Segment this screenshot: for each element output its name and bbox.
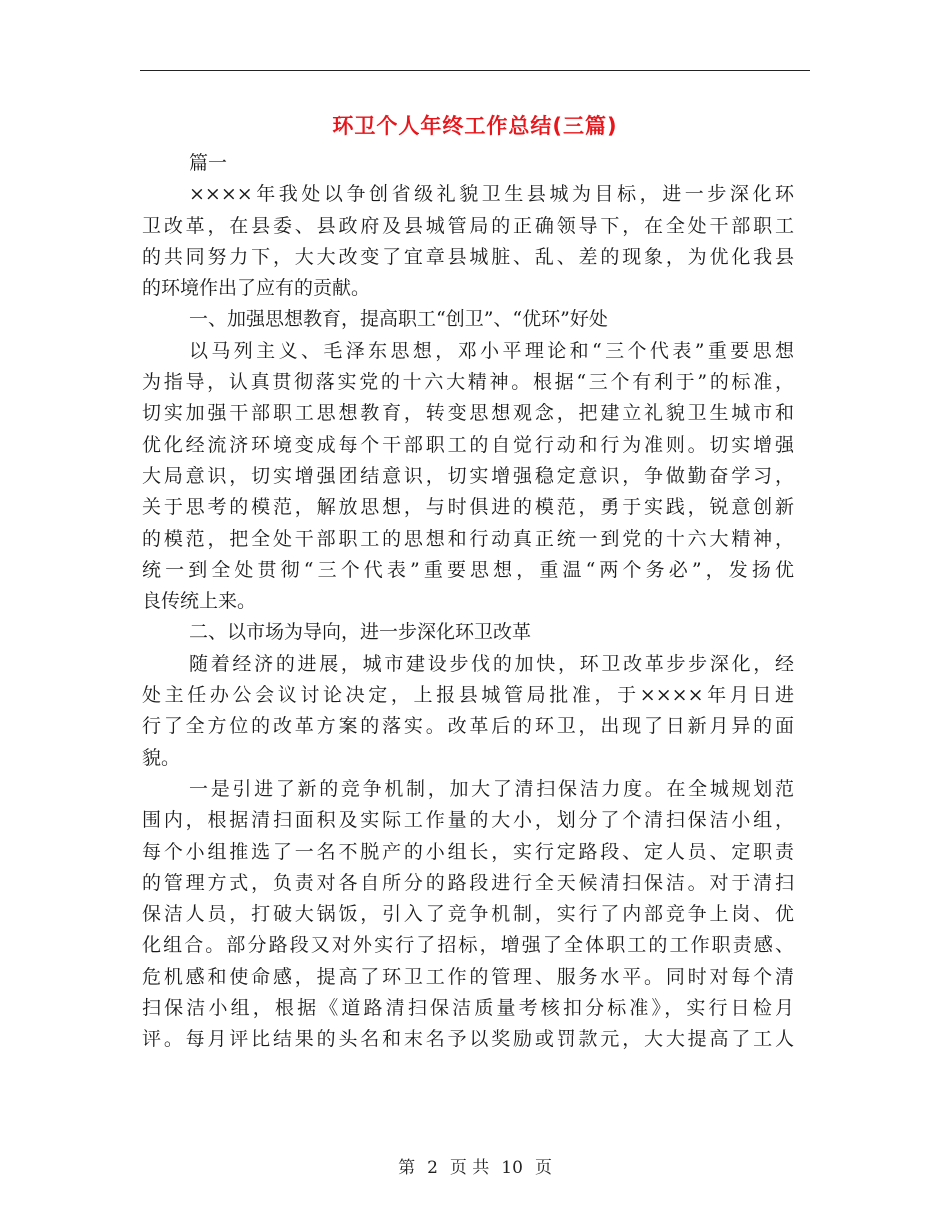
text-line: 切实加强干部职工思想教育，转变思想观念，把建立礼貌卫生城市和 — [142, 402, 794, 425]
text-line: 处主任办公会议讨论决定，上报县城管局批准，于××××年月日进 — [142, 684, 794, 707]
text-line: ××××年我处以争创省级礼貌卫生县城为目标，进一步深化环 — [189, 183, 794, 206]
text-line: 化组合。部分路段又对外实行了招标，增强了全体职工的工作职责感、 — [142, 934, 794, 957]
text-line: 篇一 — [189, 152, 228, 174]
text-line: 的管理方式，负责对各自所分的路段进行全天候清扫保洁。对于清扫 — [142, 871, 794, 894]
footer-middle: 页 共 — [449, 1158, 490, 1178]
text-line: 危机感和使命感，提高了环卫工作的管理、服务水平。同时对每个清 — [142, 965, 794, 988]
text-line: 围内，根据清扫面积及实际工作量的大小，划分了个清扫保洁小组， — [142, 809, 794, 832]
text-line: 的模范，把全处干部职工的思想和行动真正统一到党的十六大精神， — [142, 527, 794, 550]
document-body — [142, 148, 794, 1056]
text-line: 的环境作出了应有的贡献。 — [142, 277, 371, 300]
text-line: 一是引进了新的竞争机制，加大了清扫保洁力度。在全城规划范 — [189, 777, 794, 800]
text-line: 的共同努力下，大大改变了宜章县城脏、乱、差的现象，为优化我县 — [142, 245, 794, 268]
footer-prefix: 第 — [398, 1158, 416, 1178]
text-line: 扫保洁小组，根据《道路清扫保洁质量考核扣分标准》，实行日检月 — [142, 997, 794, 1020]
text-line: 随着经济的进展，城市建设步伐的加快，环卫改革步步深化，经 — [189, 652, 794, 675]
text-line: 二、以市场为导向，进一步深化环卫改革 — [189, 621, 532, 644]
footer-current-page: 2 — [427, 1158, 438, 1178]
text-line: 保洁人员，打破大锅饭，引入了竞争机制，实行了内部竞争上岗、优 — [142, 903, 794, 926]
footer-total-pages: 10 — [501, 1158, 523, 1178]
text-line: 每个小组推选了一名不脱产的小组长，实行定路段、定人员、定职责 — [142, 840, 794, 863]
text-line: 评。每月评比结果的头名和末名予以奖励或罚款元，大大提高了工人 — [142, 1028, 794, 1051]
document-title: 环卫个人年终工作总结(三篇) — [332, 114, 618, 138]
text-line: 统一到全处贯彻“三个代表”重要思想，重温“两个务必”，发扬优 — [142, 558, 794, 581]
text-line: 良传统上来。 — [142, 590, 257, 613]
page-footer — [0, 1153, 950, 1178]
text-line: 行了全方位的改革方案的落实。改革后的环卫，出现了日新月异的面 — [142, 715, 794, 738]
text-line: 以马列主义、毛泽东思想，邓小平理论和“三个代表”重要思想 — [189, 339, 794, 362]
text-line: 优化经流济环境变成每个干部职工的自觉行动和行为准则。切实增强 — [142, 433, 794, 456]
text-line: 一、加强思想教育，提高职工“创卫”、“优环”好处 — [189, 308, 608, 331]
header-rule — [140, 70, 810, 71]
footer-suffix: 页 — [534, 1158, 552, 1178]
text-line: 关于思考的模范，解放思想，与时俱进的模范，勇于实践，锐意创新 — [142, 496, 794, 519]
text-line: 貌。 — [142, 746, 181, 769]
text-line: 为指导，认真贯彻落实党的十六大精神。根据“三个有利于”的标准， — [142, 371, 794, 394]
text-line: 卫改革，在县委、县政府及县城管局的正确领导下，在全处干部职工 — [142, 214, 794, 237]
text-line: 大局意识，切实增强团结意识，切实增强稳定意识，争做勤奋学习， — [142, 464, 794, 487]
